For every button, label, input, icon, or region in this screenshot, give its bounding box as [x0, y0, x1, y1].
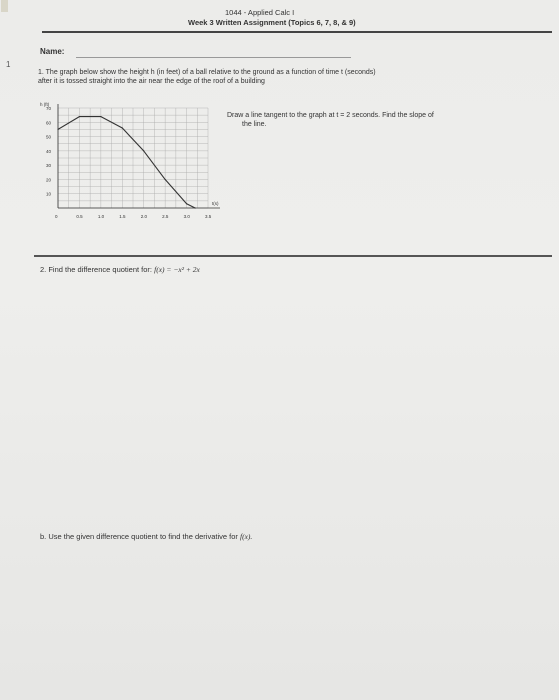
header-rule — [42, 31, 552, 33]
data-point — [186, 203, 187, 204]
y-tick-label: 30 — [46, 163, 52, 169]
course-title: 1044 - Applied Calc I — [225, 8, 295, 17]
x-tick-label: 0 — [55, 214, 58, 219]
y-axis-label: h (ft) — [40, 102, 50, 107]
question-2b-function: f(x). — [239, 532, 253, 541]
instruction-line-2: the line. — [242, 120, 267, 128]
data-point — [79, 116, 80, 117]
instruction-line-1: Draw a line tangent to the graph at t = 2 seconds. Find the slope of — [227, 112, 434, 119]
x-tick-label: 1.0 — [97, 214, 105, 219]
y-tick-label: 60 — [46, 120, 52, 126]
question-2-function: f(x) = −x² + 2x — [154, 265, 200, 274]
data-point — [100, 116, 101, 117]
question-2b-text — [40, 532, 252, 541]
name-line[interactable] — [76, 57, 351, 58]
data-point — [143, 150, 144, 151]
x-tick-label: 2.5 — [162, 214, 169, 219]
question-1-line-2: after it is tossed straight into the air near the edge of the roof of a building — [38, 77, 265, 85]
y-tick-label: 20 — [46, 177, 52, 183]
data-point — [165, 179, 166, 180]
x-tick-label: 2.0 — [140, 214, 147, 219]
data-point — [57, 129, 58, 130]
margin-mark: 1 — [6, 60, 11, 69]
y-tick-label: 40 — [46, 148, 52, 154]
data-point — [195, 207, 196, 208]
x-tick-label: 3.5 — [205, 214, 212, 219]
tangent-instruction — [227, 112, 547, 129]
height-curve — [58, 117, 195, 208]
section-rule — [34, 255, 552, 257]
staple-mark — [1, 0, 8, 12]
data-point — [122, 127, 123, 128]
question-1-text — [38, 69, 553, 86]
y-tick-label: 50 — [46, 134, 52, 140]
question-2-text — [40, 265, 200, 274]
name-label: Name: — [40, 47, 65, 56]
y-tick-label: 70 — [46, 106, 52, 111]
assignment-title: Week 3 Written Assignment (Topics 6, 7, 8, & 9) — [188, 18, 356, 27]
x-axis-label: t(s) — [212, 201, 219, 206]
x-tick-label: 1.5 — [119, 214, 126, 219]
question-1-line-1: 1. The graph below show the height h (in feet) of a ball relative to the ground as a function of time t (seconds) — [38, 69, 376, 76]
question-2b-prefix: b. Use the given difference quotient to find the derivative for — [40, 532, 240, 541]
height-time-graph — [30, 100, 220, 240]
question-2-prefix: 2. Find the difference quotient for: — [40, 265, 155, 274]
x-tick-label: 3.0 — [183, 214, 190, 219]
x-tick-label: 0.5 — [76, 214, 83, 219]
y-tick-label: 10 — [46, 191, 52, 197]
